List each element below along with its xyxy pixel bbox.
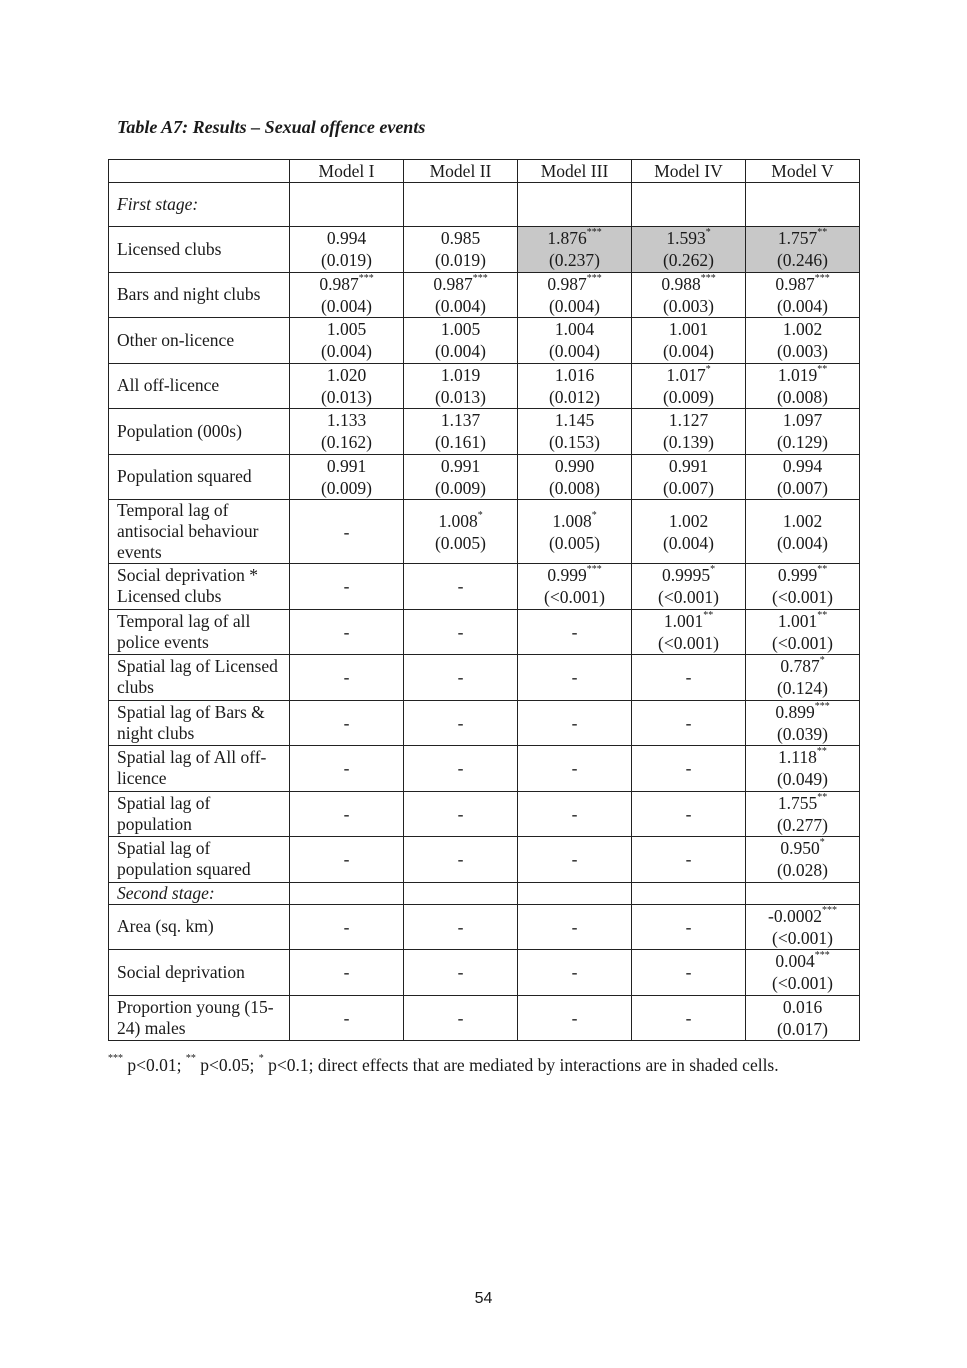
coefficient-value: 0.9995 bbox=[661, 565, 711, 586]
coefficient-value: 0.994 bbox=[782, 455, 823, 476]
coefficient-value: 1.001 bbox=[663, 610, 704, 631]
empty-cell-dash: - bbox=[404, 904, 518, 950]
coefficient-value: 0.991 bbox=[440, 455, 481, 476]
coefficient-cell bbox=[518, 227, 632, 273]
empty-cell-dash: - bbox=[518, 746, 632, 792]
coefficient-value: 1.019 bbox=[440, 364, 481, 385]
significance-stars: * bbox=[819, 837, 825, 849]
coefficient-cell bbox=[518, 318, 632, 364]
coefficient-value: 0.987 bbox=[433, 273, 473, 294]
coefficient-value: 1.001 bbox=[668, 319, 709, 340]
empty-cell-dash: - bbox=[404, 746, 518, 792]
table-row bbox=[109, 950, 860, 996]
coefficient-cell bbox=[290, 272, 404, 318]
coefficient-cell bbox=[290, 318, 404, 364]
table-row bbox=[109, 454, 860, 500]
coefficient-value: 1.118 bbox=[778, 747, 817, 768]
coefficient-value: 1.757 bbox=[777, 228, 818, 249]
table-row bbox=[109, 318, 860, 364]
significance-stars: *** bbox=[586, 272, 602, 284]
table-row bbox=[109, 791, 860, 837]
table-row bbox=[109, 746, 860, 792]
coefficient-cell bbox=[632, 318, 746, 364]
row-label: Temporal lag of antisocial behaviour events bbox=[109, 500, 290, 564]
row-label: Licensed clubs bbox=[109, 227, 290, 273]
table-row bbox=[109, 272, 860, 318]
empty-cell-dash: - bbox=[632, 904, 746, 950]
empty-cell-dash: - bbox=[290, 904, 404, 950]
significance-stars: *** bbox=[814, 272, 830, 284]
row-label: Temporal lag of all police events bbox=[109, 609, 290, 655]
significance-stars: * bbox=[710, 564, 716, 576]
header-row bbox=[109, 160, 860, 183]
coefficient-cell bbox=[518, 454, 632, 500]
coefficient-value: 1.127 bbox=[668, 410, 709, 431]
coefficient-cell bbox=[404, 227, 518, 273]
table-title: Table A7: Results – Sexual offence events bbox=[117, 117, 426, 137]
standard-error: (0.004) bbox=[548, 295, 601, 316]
standard-error: (<0.001) bbox=[772, 973, 833, 994]
significance-stars: ** bbox=[817, 564, 828, 576]
significance-stars: * bbox=[705, 363, 711, 375]
significance-stars: ** bbox=[817, 609, 828, 621]
coefficient-value: 1.019 bbox=[777, 364, 818, 385]
empty-cell-dash: - bbox=[290, 609, 404, 655]
standard-error: (<0.001) bbox=[544, 587, 605, 608]
row-label: Spatial lag of Bars & night clubs bbox=[109, 700, 290, 746]
row-label: Population squared bbox=[109, 454, 290, 500]
coefficient-cell bbox=[746, 318, 860, 364]
coefficient-cell bbox=[746, 904, 860, 950]
coefficient-value: 0.994 bbox=[326, 228, 367, 249]
results-table bbox=[108, 159, 860, 1041]
coefficient-value: 1.876 bbox=[547, 228, 587, 249]
coefficient-cell bbox=[746, 950, 860, 996]
empty-cell-dash: - bbox=[404, 791, 518, 837]
coefficient-value: 0.988 bbox=[661, 273, 701, 294]
coefficient-value: 1.755 bbox=[777, 792, 818, 813]
row-label: Area (sq. km) bbox=[109, 904, 290, 950]
table-row bbox=[109, 995, 860, 1041]
coefficient-value: 1.005 bbox=[326, 319, 367, 340]
empty-cell-dash: - bbox=[518, 609, 632, 655]
coefficient-value: 1.008 bbox=[552, 510, 592, 531]
coefficient-value: -0.0002 bbox=[768, 905, 822, 926]
coefficient-cell bbox=[518, 564, 632, 610]
standard-error: (0.139) bbox=[662, 432, 715, 453]
row-label: Population (000s) bbox=[109, 409, 290, 455]
standard-error: (0.277) bbox=[776, 814, 829, 835]
empty-cell-dash: - bbox=[632, 700, 746, 746]
coefficient-cell bbox=[290, 454, 404, 500]
coefficient-value: 0.787 bbox=[780, 656, 820, 677]
significance-stars: ** bbox=[817, 227, 828, 239]
significance-stars: * bbox=[705, 227, 711, 239]
coefficient-cell bbox=[518, 272, 632, 318]
row-label: Spatial lag of population bbox=[109, 791, 290, 837]
coefficient-value: 0.987 bbox=[319, 273, 359, 294]
significance-stars: *** bbox=[586, 564, 602, 576]
significance-stars: *** bbox=[821, 904, 837, 916]
coefficient-value: 0.004 bbox=[775, 951, 815, 972]
significance-stars: *** bbox=[586, 227, 602, 239]
standard-error: (0.004) bbox=[776, 532, 829, 553]
coefficient-cell bbox=[632, 454, 746, 500]
significance-stars: ** bbox=[817, 363, 828, 375]
standard-error: (0.009) bbox=[434, 477, 487, 498]
standard-error: (<0.001) bbox=[772, 927, 833, 948]
coefficient-value: 0.950 bbox=[780, 838, 820, 859]
coefficient-cell bbox=[404, 272, 518, 318]
empty-cell-dash: - bbox=[632, 655, 746, 701]
column-header: Model II bbox=[404, 160, 518, 183]
standard-error: (0.153) bbox=[548, 432, 601, 453]
coefficient-value: 1.137 bbox=[440, 410, 481, 431]
table-row bbox=[109, 837, 860, 883]
standard-error: (0.237) bbox=[548, 250, 601, 271]
coefficient-cell bbox=[632, 227, 746, 273]
significance-stars: ** bbox=[817, 791, 828, 803]
empty-cell-dash: - bbox=[632, 950, 746, 996]
significance-stars: * bbox=[591, 509, 597, 521]
standard-error: (0.017) bbox=[776, 1018, 829, 1039]
empty-cell-dash: - bbox=[404, 995, 518, 1041]
empty-cell-dash: - bbox=[404, 609, 518, 655]
coefficient-cell bbox=[404, 454, 518, 500]
standard-error: (0.003) bbox=[662, 295, 715, 316]
standard-error: (0.007) bbox=[662, 477, 715, 498]
section-row-first-stage bbox=[109, 183, 860, 227]
page-number: 54 bbox=[474, 1290, 493, 1307]
row-label: Spatial lag of population squared bbox=[109, 837, 290, 883]
standard-error: (<0.001) bbox=[772, 632, 833, 653]
coefficient-cell bbox=[746, 995, 860, 1041]
significance-stars: *** bbox=[814, 700, 830, 712]
significance-stars: *** bbox=[358, 272, 374, 284]
standard-error: (0.007) bbox=[776, 477, 829, 498]
coefficient-value: 1.002 bbox=[782, 510, 823, 531]
empty-cell-dash: - bbox=[518, 995, 632, 1041]
standard-error: (0.049) bbox=[776, 769, 829, 790]
row-label: Spatial lag of Licensed clubs bbox=[109, 655, 290, 701]
coefficient-cell bbox=[746, 746, 860, 792]
standard-error: (0.161) bbox=[434, 432, 487, 453]
standard-error: (0.005) bbox=[434, 532, 487, 553]
standard-error: (0.262) bbox=[662, 250, 715, 271]
coefficient-value: 0.999 bbox=[547, 565, 587, 586]
coefficient-cell bbox=[746, 500, 860, 564]
empty-cell-dash: - bbox=[290, 564, 404, 610]
empty-cell-dash: - bbox=[632, 746, 746, 792]
table-row bbox=[109, 363, 860, 409]
coefficient-value: 0.999 bbox=[777, 565, 818, 586]
standard-error: (0.004) bbox=[434, 295, 487, 316]
coefficient-cell bbox=[290, 409, 404, 455]
standard-error: (0.246) bbox=[776, 250, 829, 271]
empty-cell-dash: - bbox=[404, 837, 518, 883]
significance-stars: ** bbox=[703, 609, 714, 621]
coefficient-value: 0.990 bbox=[554, 455, 595, 476]
coefficient-value: 1.004 bbox=[554, 319, 595, 340]
standard-error: (<0.001) bbox=[658, 587, 719, 608]
significance-stars: * bbox=[477, 509, 483, 521]
coefficient-value: 1.002 bbox=[782, 319, 823, 340]
empty-cell-dash: - bbox=[290, 700, 404, 746]
coefficient-cell bbox=[632, 564, 746, 610]
standard-error: (0.129) bbox=[776, 432, 829, 453]
standard-error: (0.003) bbox=[776, 341, 829, 362]
coefficient-cell bbox=[632, 272, 746, 318]
coefficient-value: 1.020 bbox=[326, 364, 367, 385]
empty-cell-dash: - bbox=[404, 950, 518, 996]
table-row bbox=[109, 609, 860, 655]
coefficient-cell bbox=[746, 363, 860, 409]
coefficient-cell bbox=[404, 409, 518, 455]
coefficient-cell bbox=[746, 700, 860, 746]
standard-error: (0.008) bbox=[548, 477, 601, 498]
coefficient-value: 0.985 bbox=[440, 228, 481, 249]
standard-error: (0.004) bbox=[434, 341, 487, 362]
significance-stars: * bbox=[819, 655, 825, 667]
empty-cell-dash: - bbox=[290, 746, 404, 792]
coefficient-value: 1.005 bbox=[440, 319, 481, 340]
table-row bbox=[109, 500, 860, 564]
table-row bbox=[109, 655, 860, 701]
empty-cell-dash: - bbox=[518, 904, 632, 950]
coefficient-value: 1.097 bbox=[782, 410, 823, 431]
standard-error: (0.004) bbox=[320, 295, 373, 316]
table-row bbox=[109, 409, 860, 455]
coefficient-cell bbox=[632, 409, 746, 455]
coefficient-cell bbox=[746, 655, 860, 701]
coefficient-cell bbox=[746, 564, 860, 610]
table-row bbox=[109, 227, 860, 273]
coefficient-cell bbox=[746, 609, 860, 655]
row-label: Social deprivation * Licensed clubs bbox=[109, 564, 290, 610]
significance-stars: *** bbox=[700, 272, 716, 284]
standard-error: (0.004) bbox=[776, 295, 829, 316]
row-label: Spatial lag of All off-licence bbox=[109, 746, 290, 792]
coefficient-value: 1.133 bbox=[326, 410, 367, 431]
standard-error: (0.004) bbox=[548, 341, 601, 362]
coefficient-value: 1.016 bbox=[554, 364, 595, 385]
empty-cell-dash: - bbox=[404, 655, 518, 701]
row-label: Other on-licence bbox=[109, 318, 290, 364]
coefficient-value: 0.991 bbox=[326, 455, 367, 476]
empty-cell-dash: - bbox=[518, 950, 632, 996]
coefficient-cell bbox=[746, 837, 860, 883]
coefficient-value: 0.987 bbox=[775, 273, 815, 294]
row-label: Proportion young (15-24) males bbox=[109, 995, 290, 1041]
standard-error: (0.004) bbox=[320, 341, 373, 362]
column-header: Model III bbox=[518, 160, 632, 183]
significance-stars: *** bbox=[814, 950, 830, 962]
coefficient-value: 1.593 bbox=[666, 228, 706, 249]
coefficient-value: 1.145 bbox=[554, 410, 595, 431]
header-blank bbox=[109, 160, 290, 183]
table-row bbox=[109, 564, 860, 610]
coefficient-cell bbox=[518, 363, 632, 409]
column-header: Model V bbox=[746, 160, 860, 183]
coefficient-cell bbox=[404, 500, 518, 564]
coefficient-cell bbox=[746, 409, 860, 455]
standard-error: (0.162) bbox=[320, 432, 373, 453]
empty-cell-dash: - bbox=[290, 655, 404, 701]
standard-error: (0.008) bbox=[776, 386, 829, 407]
coefficient-value: 1.008 bbox=[438, 510, 478, 531]
coefficient-value: 0.991 bbox=[668, 455, 709, 476]
coefficient-cell bbox=[632, 500, 746, 564]
coefficient-cell bbox=[518, 409, 632, 455]
empty-cell-dash: - bbox=[404, 700, 518, 746]
empty-cell-dash: - bbox=[632, 995, 746, 1041]
empty-cell-dash: - bbox=[290, 791, 404, 837]
significance-stars: ** bbox=[816, 746, 827, 758]
standard-error: (0.009) bbox=[320, 477, 373, 498]
standard-error: (0.012) bbox=[548, 386, 601, 407]
coefficient-value: 0.987 bbox=[547, 273, 587, 294]
standard-error: (0.019) bbox=[320, 250, 373, 271]
coefficient-cell bbox=[746, 791, 860, 837]
empty-cell-dash: - bbox=[290, 950, 404, 996]
column-header: Model IV bbox=[632, 160, 746, 183]
row-label: Social deprivation bbox=[109, 950, 290, 996]
standard-error: (0.039) bbox=[776, 723, 829, 744]
significance-stars: *** bbox=[472, 272, 488, 284]
empty-cell-dash: - bbox=[290, 995, 404, 1041]
empty-cell-dash: - bbox=[404, 564, 518, 610]
standard-error: (0.004) bbox=[662, 532, 715, 553]
section-row-second-stage bbox=[109, 882, 860, 904]
empty-cell-dash: - bbox=[518, 837, 632, 883]
empty-cell-dash: - bbox=[518, 655, 632, 701]
empty-cell-dash: - bbox=[518, 791, 632, 837]
empty-cell-dash: - bbox=[632, 791, 746, 837]
row-label: Bars and night clubs bbox=[109, 272, 290, 318]
empty-cell-dash: - bbox=[290, 500, 404, 564]
coefficient-cell bbox=[632, 363, 746, 409]
row-label: All off-licence bbox=[109, 363, 290, 409]
standard-error: (0.028) bbox=[776, 860, 829, 881]
coefficient-value: 1.001 bbox=[777, 610, 818, 631]
column-header: Model I bbox=[290, 160, 404, 183]
coefficient-cell bbox=[632, 609, 746, 655]
coefficient-value: 0.016 bbox=[782, 996, 823, 1017]
coefficient-cell bbox=[746, 454, 860, 500]
footnote: *** p<0.01; ** p<0.05; * p<0.1; direct effects that are mediated by interactions are in shaded cells. bbox=[108, 1053, 779, 1075]
section-label: First stage: bbox=[109, 183, 290, 227]
coefficient-value: 1.017 bbox=[666, 364, 706, 385]
standard-error: (0.019) bbox=[434, 250, 487, 271]
empty-cell-dash: - bbox=[632, 837, 746, 883]
coefficient-cell bbox=[290, 227, 404, 273]
coefficient-value: 0.899 bbox=[775, 701, 815, 722]
coefficient-cell bbox=[518, 500, 632, 564]
standard-error: (0.009) bbox=[662, 386, 715, 407]
standard-error: (0.013) bbox=[320, 386, 373, 407]
table-row bbox=[109, 700, 860, 746]
standard-error: (0.005) bbox=[548, 532, 601, 553]
standard-error: (0.013) bbox=[434, 386, 487, 407]
standard-error: (0.004) bbox=[662, 341, 715, 362]
standard-error: (<0.001) bbox=[772, 587, 833, 608]
empty-cell-dash: - bbox=[518, 700, 632, 746]
standard-error: (<0.001) bbox=[658, 632, 719, 653]
coefficient-cell bbox=[404, 363, 518, 409]
coefficient-cell bbox=[746, 272, 860, 318]
coefficient-value: 1.002 bbox=[668, 510, 709, 531]
table-row bbox=[109, 904, 860, 950]
coefficient-cell bbox=[746, 227, 860, 273]
coefficient-cell bbox=[404, 318, 518, 364]
coefficient-cell bbox=[290, 363, 404, 409]
standard-error: (0.124) bbox=[776, 678, 829, 699]
empty-cell-dash: - bbox=[290, 837, 404, 883]
section-label: Second stage: bbox=[109, 882, 290, 904]
